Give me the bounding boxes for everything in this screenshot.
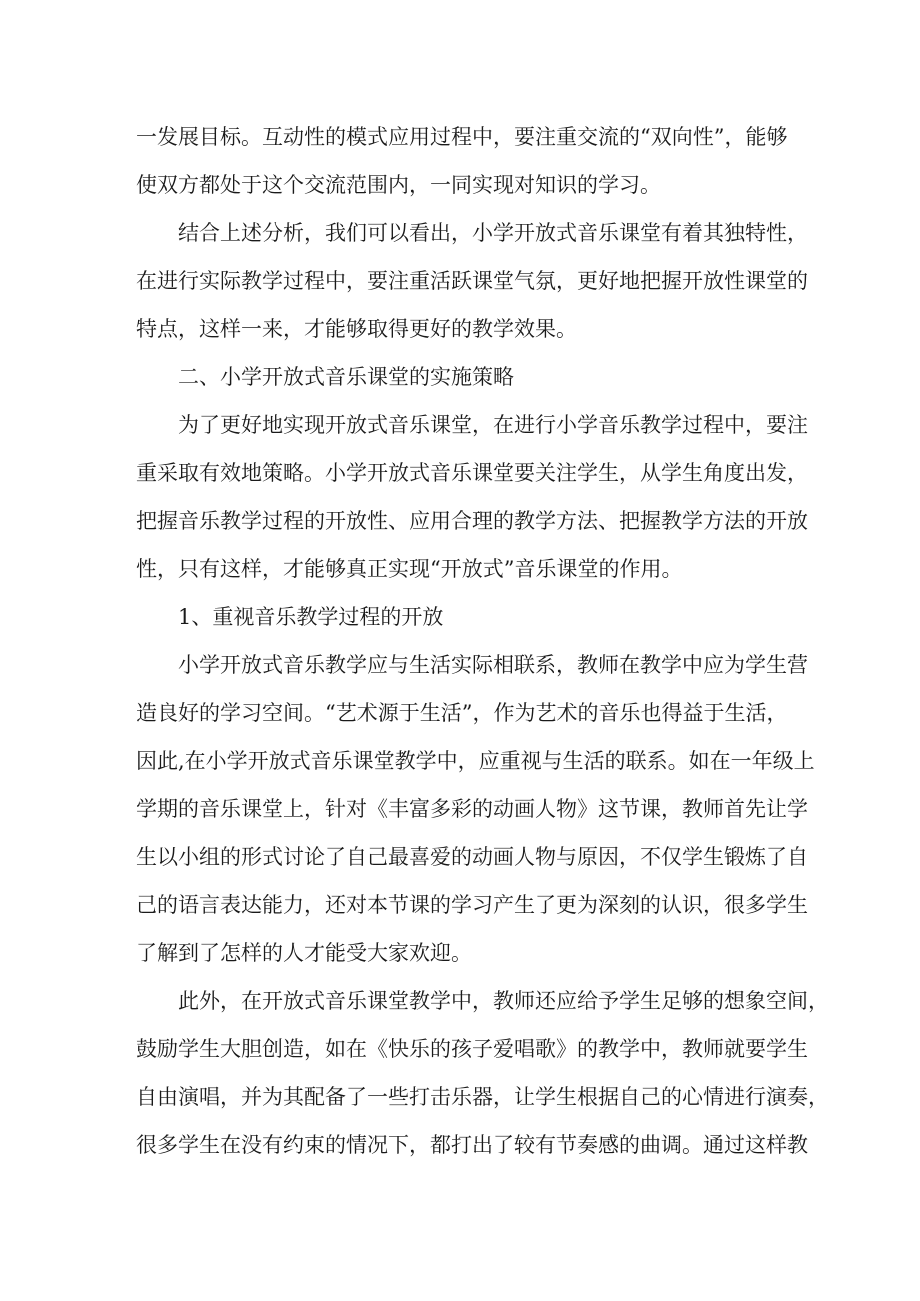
paragraph: [136, 401, 808, 593]
text-line: 把握音乐教学过程的开放性、应用合理的教学方法、把握教学方法的开放: [136, 509, 808, 533]
paragraph: [136, 977, 829, 1169]
document-body: [136, 113, 829, 1169]
text-line: 学期的音乐课堂上，针对《丰富多彩的动画人物》这节课，教师首先让学: [136, 797, 808, 821]
text-line: 使双方都处于这个交流范围内，一同实现对知识的学习。: [136, 173, 661, 197]
text-line: 此外，在开放式音乐课堂教学中，教师还应给予学生足够的想象空间，: [178, 989, 829, 1013]
text-line: 因此,在小学开放式音乐课堂教学中，应重视与生活的联系。如在一年级上: [136, 749, 815, 773]
text-line: 为了更好地实现开放式音乐课堂，在进行小学音乐教学过程中，要注: [178, 413, 808, 437]
text-line: 重采取有效地策略。小学开放式音乐课堂要关注学生，从学生角度出发，: [136, 461, 808, 485]
section-heading: [136, 353, 796, 401]
text-line: 在进行实际教学过程中，要注重活跃课堂气氛，更好地把握开放性课堂的: [136, 269, 808, 293]
text-line: 特点，这样一来，才能够取得更好的教学效果。: [136, 317, 577, 341]
text-line: 造良好的学习空间。“艺术源于生活”，作为艺术的音乐也得益于生活，: [136, 701, 788, 725]
text-line: 生以小组的形式讨论了自己最喜爱的动画人物与原因，不仅学生锻炼了自: [136, 845, 808, 869]
text-line: 结合上述分析，我们可以看出，小学开放式音乐课堂有着其独特性，: [178, 221, 808, 245]
paragraph: [136, 209, 808, 353]
text-line: 小学开放式音乐教学应与生活实际相联系，教师在教学中应为学生营: [178, 653, 808, 677]
text-line: 自由演唱，并为其配备了一些打击乐器，让学生根据自己的心情进行演奏，: [136, 1085, 829, 1109]
paragraph: [136, 113, 796, 209]
section-heading: [136, 593, 796, 641]
text-line: 很多学生在没有约束的情况下，都打出了较有节奏感的曲调。通过这样教: [136, 1133, 808, 1157]
text-line: 己的语言表达能力，还对本节课的学习产生了更为深刻的认识，很多学生: [136, 893, 808, 917]
text-line: 一发展目标。互动性的模式应用过程中，要注重交流的“双向性”，能够: [136, 125, 788, 149]
text-line: 二、小学开放式音乐课堂的实施策略: [178, 365, 514, 389]
paragraph: [136, 641, 815, 977]
text-line: 鼓励学生大胆创造，如在《快乐的孩子爱唱歌》的教学中，教师就要学生: [136, 1037, 808, 1061]
text-line: 了解到了怎样的人才能受大家欢迎。: [136, 941, 472, 965]
text-line: 1、重视音乐教学过程的开放: [178, 605, 444, 629]
text-line: 性，只有这样，才能够真正实现“开放式”音乐课堂的作用。: [136, 557, 683, 581]
